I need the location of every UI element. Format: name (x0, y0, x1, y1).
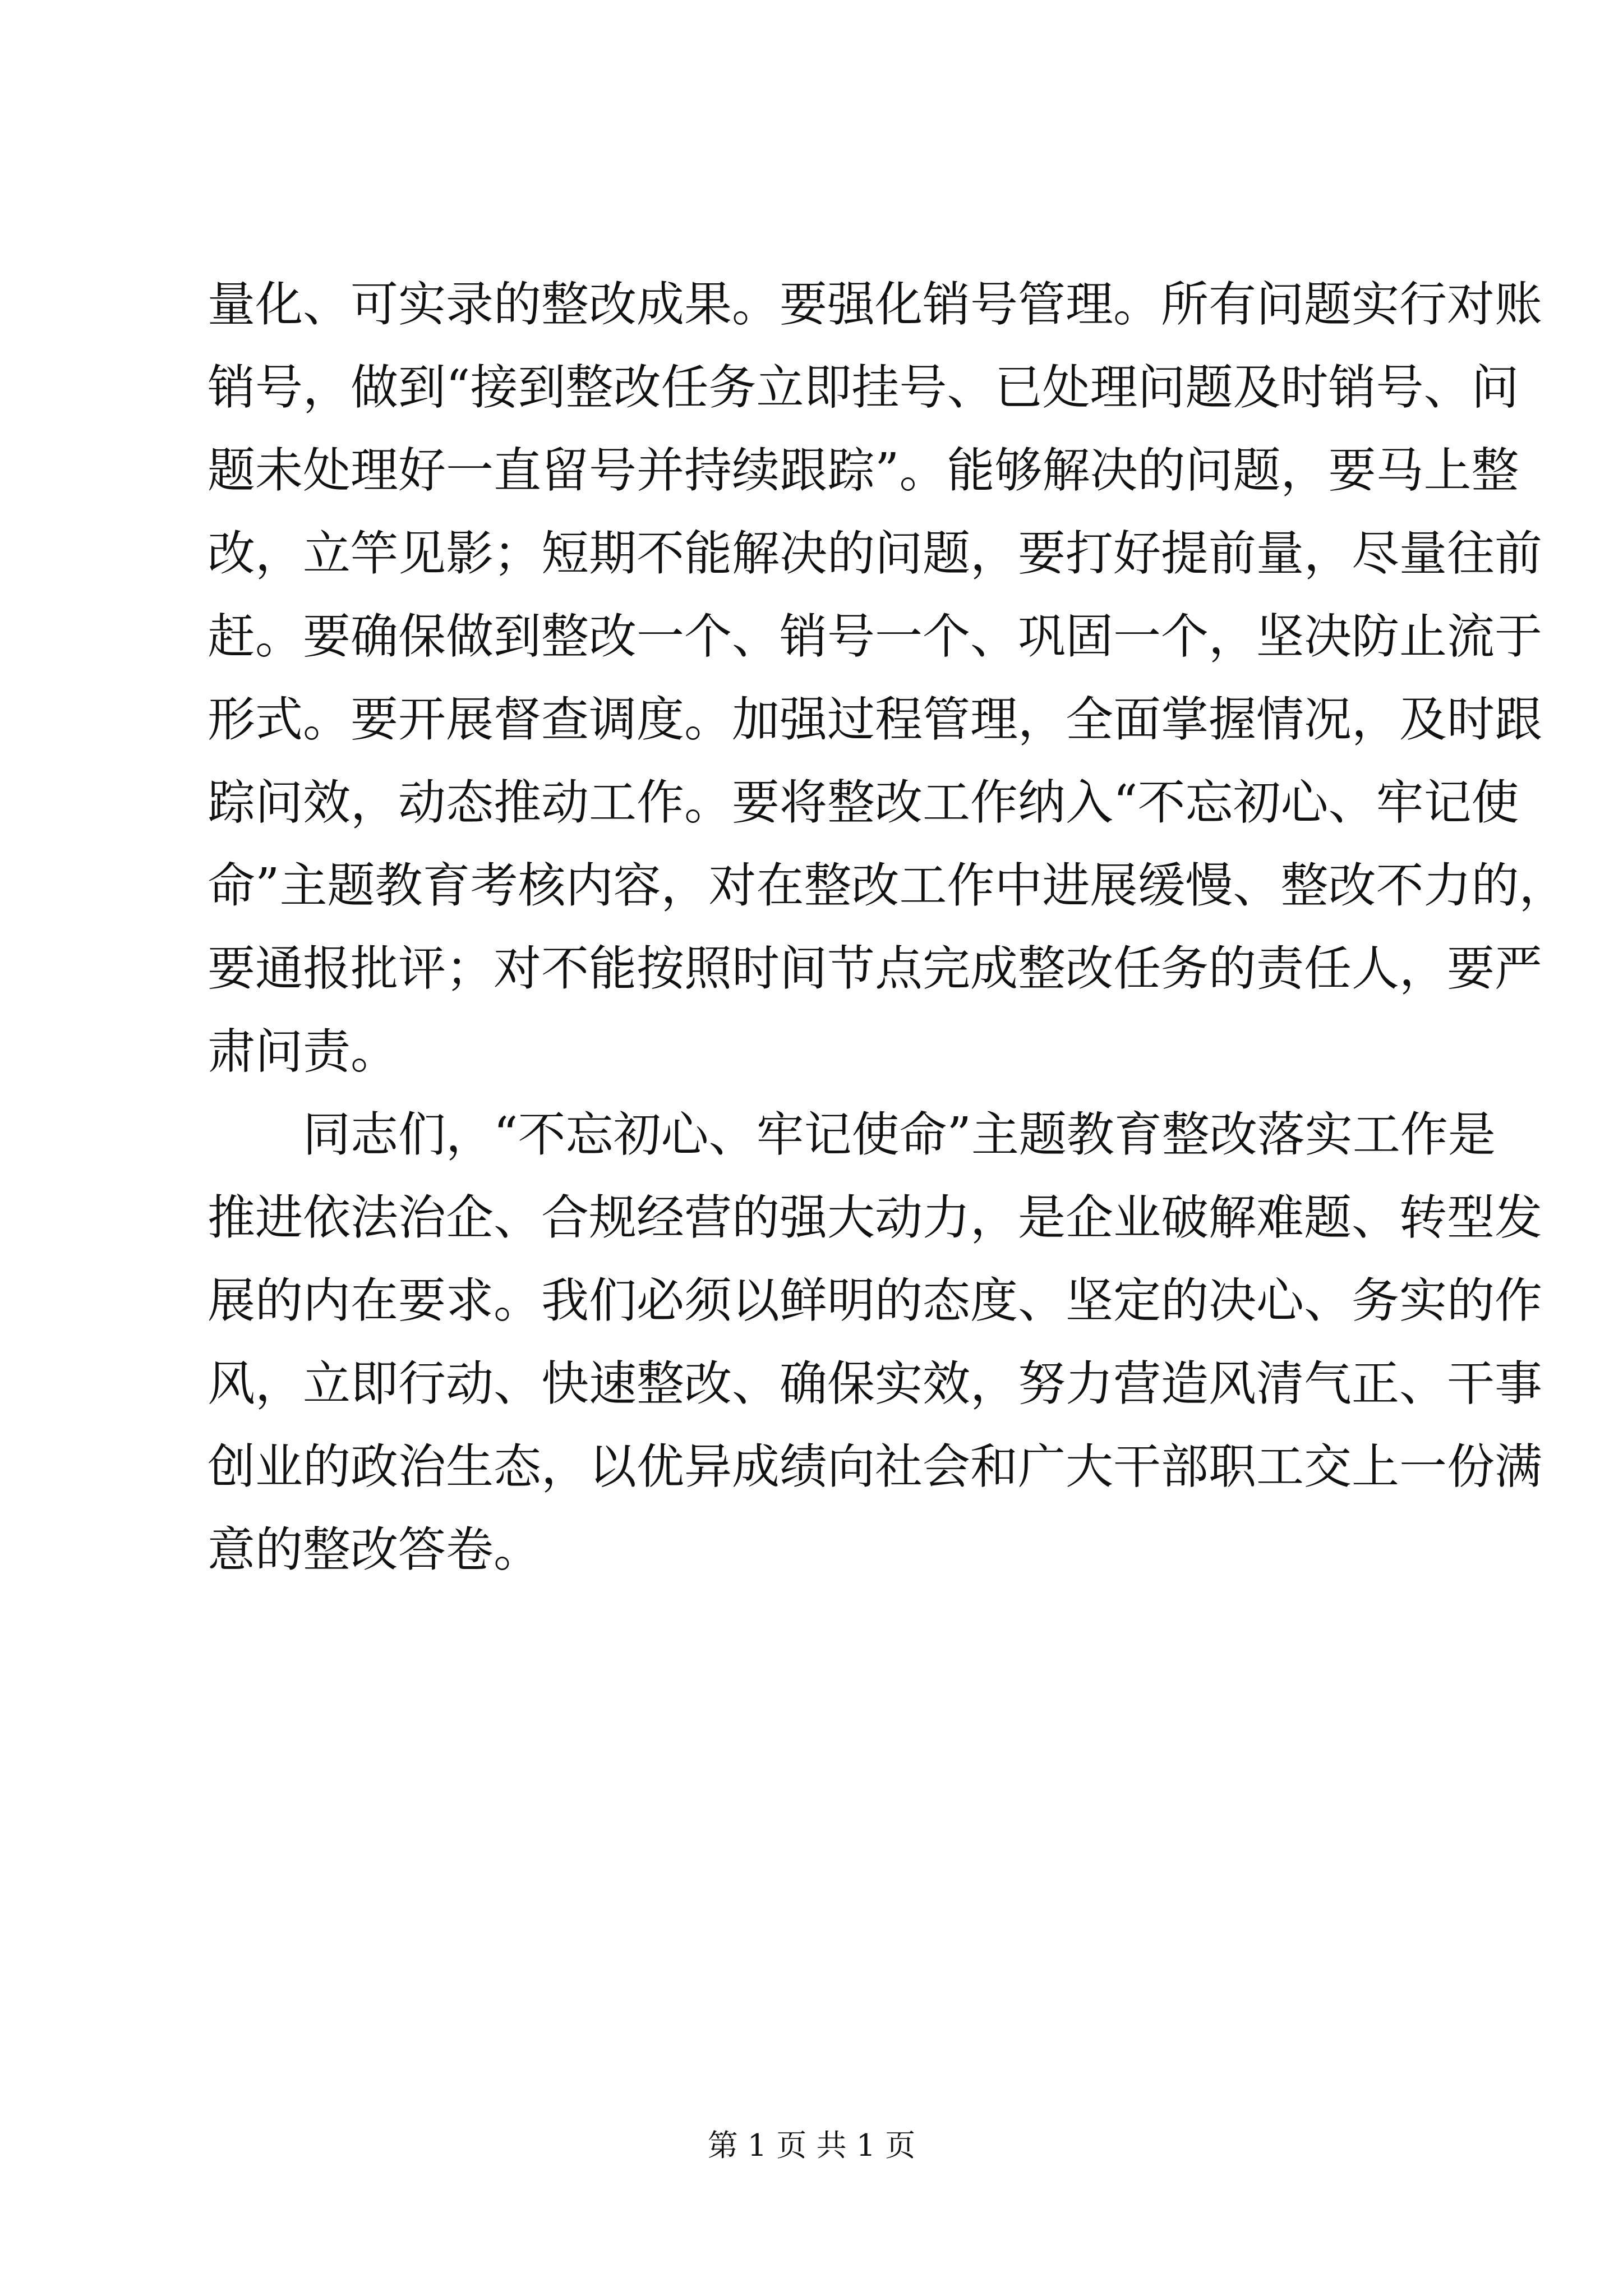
text-line: 推进依法治企、合规经营的强大动力，是企业破解难题、转型发 (208, 1190, 1543, 1246)
page-footer (0, 2126, 1623, 2165)
text-line: 风，立即行动、快速整改、确保实效，努力营造风清气正、干事 (208, 1356, 1543, 1412)
text-line: 创业的政治生态，以优异成绩向社会和广大干部职工交上一份满 (208, 1439, 1543, 1495)
text-line: 同志们，“不忘初心、牢记使命”主题教育整改落实工作是 (303, 1107, 1496, 1163)
paragraph-2 (208, 1094, 1543, 1592)
text-line: 题未处理好一直留号并持续跟踪”。能够解决的问题，要马上整 (208, 443, 1519, 499)
paragraph-1 (208, 264, 1567, 1094)
page-number: 第 1 页 共 1 页 (707, 2128, 916, 2163)
text-line: 命”主题教育考核内容，对在整改工作中进展缓慢、整改不力的， (208, 858, 1567, 914)
document-body (208, 264, 1567, 1592)
text-line: 展的内在要求。我们必须以鲜明的态度、坚定的决心、务实的作 (208, 1273, 1543, 1329)
text-line: 形式。要开展督查调度。加强过程管理，全面掌握情况，及时跟 (208, 692, 1543, 748)
text-line: 踪问效，动态推动工作。要将整改工作纳入“不忘初心、牢记使 (208, 775, 1519, 831)
text-line: 意的整改答卷。 (208, 1522, 542, 1578)
text-line: 改，立竿见影；短期不能解决的问题，要打好提前量，尽量往前 (208, 526, 1543, 582)
text-line: 要通报批评；对不能按照时间节点完成整改任务的责任人，要严 (208, 941, 1543, 997)
text-line: 赶。要确保做到整改一个、销号一个、巩固一个，坚决防止流于 (208, 609, 1543, 665)
text-line: 量化、可实录的整改成果。要强化销号管理。所有问题实行对账 (208, 277, 1543, 333)
text-line: 肃问责。 (208, 1024, 399, 1080)
text-line: 销号，做到“接到整改任务立即挂号、已处理问题及时销号、问 (208, 360, 1519, 416)
